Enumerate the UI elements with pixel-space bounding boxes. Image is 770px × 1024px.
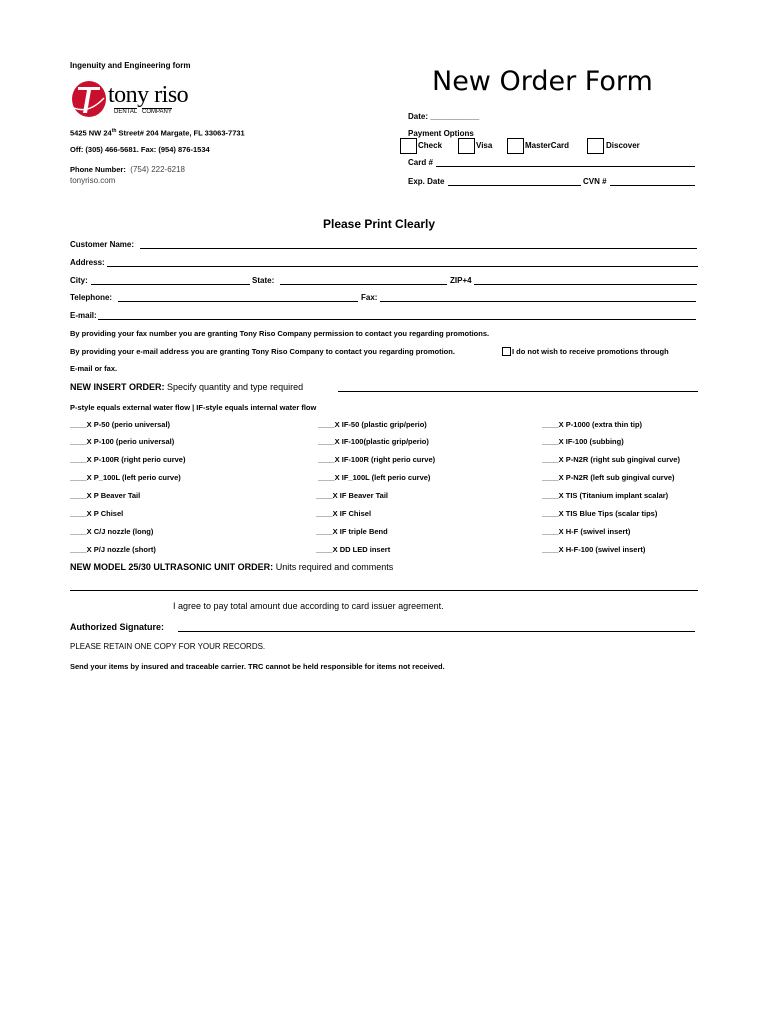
order-item-if100r[interactable]: ____X IF-100R (right perio curve) <box>318 455 436 464</box>
order-item-p100l[interactable]: ____X P_100L (left perio curve) <box>70 473 181 482</box>
form-top-label: Ingenuity and Engineering form <box>70 61 191 70</box>
exp-date-field[interactable] <box>448 185 581 186</box>
discover-label: Discover <box>606 141 640 150</box>
order-item-hf[interactable]: ____X H-F (swivel insert) <box>542 527 631 536</box>
address-label: Address: <box>70 258 105 267</box>
office-fax-line: Off: (305) 466-5681. Fax: (954) 876-1534 <box>70 145 210 154</box>
fax-notice: By providing your fax number you are granting Tony Riso Company permission to contact you regarding promotions. <box>70 329 490 338</box>
order-item-if50[interactable]: ____X IF-50 (plastic grip/perio) <box>318 420 427 429</box>
check-label: Check <box>418 141 443 150</box>
order-item-cj-nozzle[interactable]: ____X C/J nozzle (long) <box>70 527 154 536</box>
order-item-p100[interactable]: ____X P-100 (perio universal) <box>70 437 175 446</box>
shipping-notice: Send your items by insured and traceable carrier. TRC cannot be held responsible for items not received. <box>70 662 445 671</box>
order-item-p-beaver[interactable]: ____X P Beaver Tail <box>70 491 141 500</box>
optout-label: I do not wish to receive promotions through <box>512 347 669 356</box>
signature-field[interactable] <box>178 631 695 632</box>
logo-sub-left: DENTAL <box>114 109 138 115</box>
website: tonyriso.com <box>70 176 116 185</box>
date-field[interactable]: Date: ___________ <box>408 112 480 121</box>
order-item-p50[interactable]: ____X P-50 (perio universal) <box>70 420 171 429</box>
city-label: City: <box>70 276 88 285</box>
order-item-p1000[interactable]: ____X P-1000 (extra thin tip) <box>542 420 643 429</box>
customer-name-label: Customer Name: <box>70 240 135 249</box>
mastercard-checkbox[interactable] <box>507 138 524 154</box>
state-label: State: <box>252 276 275 285</box>
logo-sub-right: COMPANY <box>142 109 172 115</box>
order-item-if-triple[interactable]: ____X IF triple Bend <box>316 527 388 536</box>
page-title: New Order Form <box>432 66 653 97</box>
telephone-field[interactable] <box>118 301 358 302</box>
retain-copy-notice: PLEASE RETAIN ONE COPY FOR YOUR RECORDS. <box>70 642 266 651</box>
email-field[interactable] <box>98 319 696 320</box>
optout-continuation: E-mail or fax. <box>70 364 118 373</box>
telephone-label: Telephone: <box>70 293 113 302</box>
style-note: P-style equals external water flow | IF-style equals internal water flow <box>70 403 317 412</box>
zip-label: ZIP+4 <box>450 276 472 285</box>
order-item-pn2r-left[interactable]: ____X P-N2R (left sub gingival curve) <box>542 473 675 482</box>
address-field[interactable] <box>107 266 698 267</box>
agreement-text: I agree to pay total amount due according to card issuer agreement. <box>173 601 444 611</box>
phone-line <box>70 159 185 177</box>
insert-order-field[interactable] <box>338 391 698 392</box>
email-notice: By providing your e-mail address you are granting Tony Riso Company to contact you regarding promotion. <box>70 347 455 356</box>
signature-label: Authorized Signature: <box>70 622 164 632</box>
cvn-label: CVN # <box>583 177 607 186</box>
mastercard-label: MasterCard <box>525 141 570 150</box>
fax-field[interactable] <box>380 301 696 302</box>
card-number-field[interactable] <box>436 166 695 167</box>
order-item-if100[interactable]: ____X IF-100(plastic grip/perio) <box>318 437 429 446</box>
zip-field[interactable] <box>474 284 697 285</box>
order-item-tis-blue[interactable]: ____X TIS Blue Tips (scalar tips) <box>542 509 658 518</box>
order-item-if-beaver[interactable]: ____X IF Beaver Tail <box>316 491 388 500</box>
discover-checkbox[interactable] <box>587 138 604 154</box>
city-field[interactable] <box>91 284 250 285</box>
print-clearly-heading: Please Print Clearly <box>323 217 436 231</box>
order-item-if100l[interactable]: ____X IF_100L (left perio curve) <box>318 473 431 482</box>
visa-label: Visa <box>476 141 493 150</box>
order-item-hf100[interactable]: ____X H-F-100 (swivel insert) <box>542 545 646 554</box>
visa-checkbox[interactable] <box>458 138 475 154</box>
order-item-pj-nozzle[interactable]: ____X P/J nozzle (short) <box>70 545 156 554</box>
unit-order-comments-field[interactable] <box>70 590 698 591</box>
card-number-label: Card # <box>408 158 433 167</box>
optout-checkbox[interactable] <box>502 347 511 356</box>
tony-riso-logo <box>70 78 205 120</box>
company-address: 5425 NW 24th Street# 204 Margate, FL 33063-7731 <box>70 128 245 138</box>
order-item-if100-subbing[interactable]: ____X IF-100 (subbing) <box>542 437 624 446</box>
insert-order-heading: NEW INSERT ORDER: Specify quantity and type required <box>70 382 304 392</box>
exp-date-label: Exp. Date <box>408 177 445 186</box>
state-field[interactable] <box>280 284 447 285</box>
order-item-dd-led[interactable]: ____X DD LED insert <box>316 545 391 554</box>
fax-label: Fax: <box>361 293 378 302</box>
payment-options-label: Payment Options <box>408 129 474 138</box>
customer-name-field[interactable] <box>140 248 697 249</box>
logo-wordmark: tony riso <box>108 82 189 108</box>
phone-label: Phone Number: <box>70 165 126 174</box>
cvn-field[interactable] <box>610 185 695 186</box>
order-item-pn2r-right[interactable]: ____X P-N2R (right sub gingival curve) <box>542 455 680 464</box>
order-item-tis[interactable]: ____X TIS (Titanium implant scalar) <box>542 491 669 500</box>
order-item-p100r[interactable]: ____X P-100R (right perio curve) <box>70 455 186 464</box>
check-checkbox[interactable] <box>400 138 417 154</box>
email-label: E-mail: <box>70 311 97 320</box>
order-item-if-chisel[interactable]: ____X IF Chisel <box>316 509 372 518</box>
phone-value: (754) 222-6218 <box>130 165 186 174</box>
unit-order-heading: NEW MODEL 25/30 ULTRASONIC UNIT ORDER: Units required and comments <box>70 562 394 572</box>
order-item-p-chisel[interactable]: ____X P Chisel <box>70 509 124 518</box>
